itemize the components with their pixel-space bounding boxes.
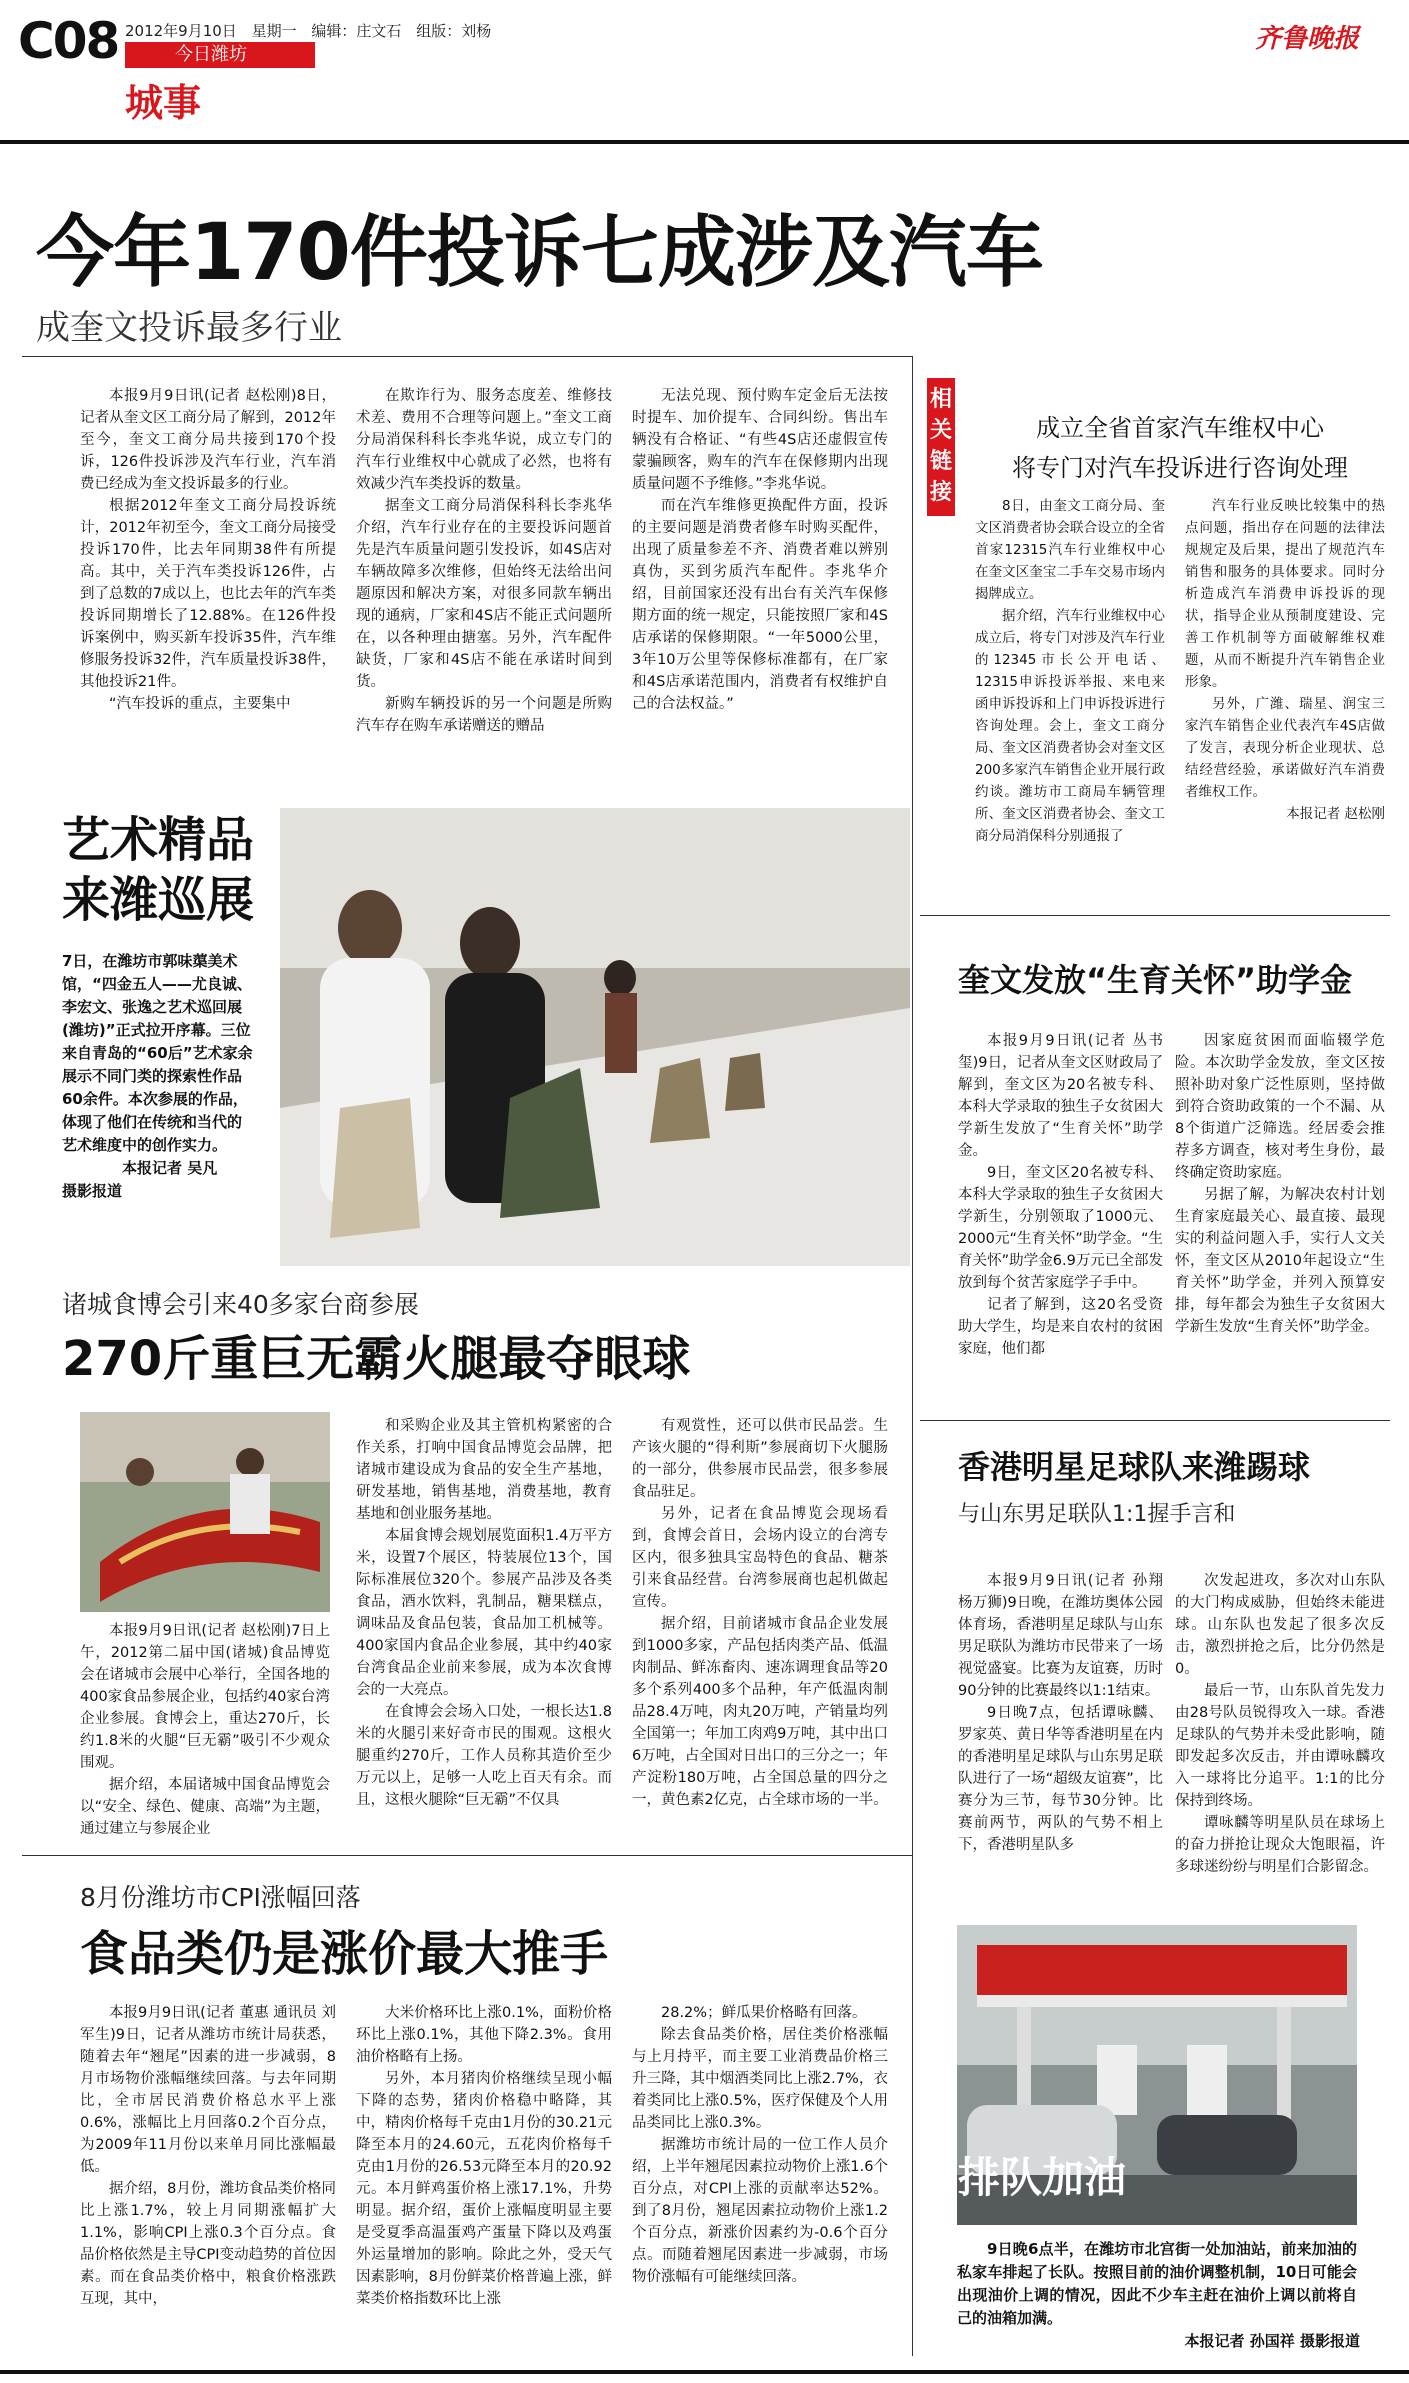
paragraph: 据介绍，目前诸城市食品企业发展到1000多家，产品包括肉类产品、低温肉制品、鲜冻畜肉、速冻调理食品等20多个系列400多个品种，年产低温肉制品28.4万吨，肉丸20万吨，产销量均列全国第一；年加工肉鸡9万吨，其中出口6万吨，占全国对日出口的三分之一；年产淀粉180万吨，占全国总量的四分之一，黄色素2亿克，占全球市场的一半。 (632, 1616, 888, 1808)
photo-credit: 本报记者 孙国祥 摄影报道 (1184, 2332, 1360, 2350)
header-rule (0, 140, 1409, 144)
paragraph: 另外，本月猪肉价格继续呈现小幅下降的态势，猪肉价格稳中略降，其中，精肉价格每千克由1月份的30.21元降至本月的24.60元，五花肉价格每千克由1月份的26.53元降至本月的20.92元。本月鲜鸡蛋价格上涨17.1%，升势明显。据介绍，蛋价上涨幅度明显主要是受夏季高温蛋鸡产蛋量下降以及鸡蛋外运量增加的影响。除此之外，受天气因素影响，8月份鲜菜价格普遍上涨，鲜菜类价格指数环比上涨 (356, 2071, 612, 2307)
layout-editor: 组版：刘杨 (416, 22, 492, 40)
page-number: C08 (18, 12, 119, 70)
ham-col-2 (356, 1415, 612, 1811)
lead-col-2 (356, 385, 612, 737)
sidebar-col-2 (1185, 495, 1385, 825)
cpi-col-2 (356, 2002, 612, 2310)
lead-col-3 (632, 385, 888, 715)
sidebar-rule (920, 915, 1390, 916)
paragraph: 在食博会会场入口处，一根长达1.8米的火腿引来好奇市民的围观。这根火腿重约270斤，工作人员称其造价至少万元以上，足够一人吃上百天有余。而且，这根火腿除“巨无霸”不仅具 (356, 1704, 612, 1808)
sidebar-col-1 (975, 495, 1165, 847)
sidebar-rule (920, 1420, 1390, 1421)
paragraph: 在欺诈行为、服务态度差、维修技术差、费用不合理等问题上。”奎文工商分局消保科科长李兆华说，成立专门的汽车行业维权中心就成了必然，也将有效减少汽车类投诉的数量。 (356, 388, 612, 492)
queue-headline: 排队加油 (958, 2153, 1127, 2202)
sidebar-headline: 成立全省首家汽车维权中心 (1036, 414, 1324, 442)
paragraph: 本报9月9日讯(记者 董惠 通讯员 刘军生)9日，记者从潍坊市统计局获悉，随着去年“翘尾”因素的进一步减弱，8月市场物价涨幅继续回落。与去年同期比，全市居民消费价格总水平上涨0.6%，涨幅比上月回落0.2个百分点，为2009年11月份以来单月同比涨幅最低。 (80, 2005, 336, 2175)
related-links-tag: 相关链接 (927, 378, 955, 516)
paragraph: 本报9月9日讯(记者 赵松刚)8日，记者从奎文区工商分局了解到，2012年至今，奎文工商分局共接到170个投诉，126件投诉涉及汽车行业，汽车消费已经成为奎文投诉最多的行业。 (80, 388, 336, 492)
football-headline: 香港明星足球队来潍踢球 (958, 1448, 1311, 1486)
ham-kicker: 诸城食博会引来40多家台商参展 (62, 1290, 419, 1319)
paragraph: 除去食品类价格，居住类价格涨幅与上月持平，而主要工业消费品价格三升三降，其中烟酒类同比上涨2.7%，衣着类同比上涨0.5%，医疗保健及个人用品类同比上涨0.3%。 (632, 2027, 888, 2131)
cpi-headline: 食品类仍是涨价最大推手 (80, 1926, 609, 1982)
paragraph: 有观赏性，还可以供市民品尝。生产该火腿的“得利斯”参展商切下火腿肠的一部分，供参展市民品尝，很多参展食品驻足。 (632, 1418, 888, 1500)
paragraph: 因家庭贫困而面临辍学危险。本次助学金发放，奎文区按照补助对象广泛性原则，坚持做到符合资助政策的一个不漏、从8个街道广泛筛选。经居委会推荐多方调查，核对考生身份，最终确定资助家庭。 (1175, 1033, 1385, 1181)
section-rule (22, 1855, 912, 1856)
aid-headline: 奎文发放“生育关怀”助学金 (958, 961, 1353, 999)
byline: 本报记者 赵松刚 (1286, 806, 1385, 822)
paragraph: 而在汽车维修更换配件方面，投诉的主要问题是消费者修车时购买配件，出现了质量参差不齐、消费者难以辨别真伪，买到劣质汽车配件。李兆华介绍，目前国家还没有出台有关汽车保修期方面的统一规定，只能按照厂家和4S店承诺的保修期限。“一年5000公里，3年10万公里等保修标准都有，在厂家和4S店承诺范围内，消费者有权维护自己的合法权益。” (632, 498, 888, 712)
issue-date: 2012年9月10日 (125, 22, 237, 40)
paragraph: 和采购企业及其主管机构紧密的合作关系，打响中国食品博览会品牌，把诸城市建设成为食品的安全生产基地，研发基地，销售基地，消费基地，教育基地和创业服务基地。 (356, 1418, 612, 1522)
lead-rule (22, 356, 912, 357)
ham-photo (80, 1412, 330, 1612)
column-divider (912, 356, 913, 2356)
paragraph: 记者了解到，这20名受资助大学生，均是来自农村的贫困家庭，他们都 (958, 1297, 1163, 1357)
caption-text: 7日，在潍坊市郭味蕖美术馆，“四金五人——尤良诚、李宏文、张逸之艺术巡回展(潍坊)”正式拉开序幕。三位来自青岛的“60后”艺术家余展示不同门类的探索性作品60余件。本次参展的作品，体现了他们在传统和当代的艺术维度中的创作实力。 (62, 952, 253, 1154)
aid-col-2 (1175, 1030, 1385, 1338)
paragraph: 本届食博会规划展览面积1.4万平方米，设置7个展区，特装展位13个，国际标准展位320个。参展产品涉及各类食品，酒水饮料，乳制品，糖果糕点，调味品及食品包装，食品加工机械等。400家国内食品企业参展，其中约40家台湾食品企业前来参展，成为本次食博会的一大亮点。 (356, 1528, 612, 1698)
cpi-kicker: 8月份潍坊市CPI涨幅回落 (80, 1883, 361, 1912)
paragraph: 28.2%；鲜瓜果价格略有回落。 (661, 2005, 867, 2021)
lead-subheadline: 成奎文投诉最多行业 (36, 308, 342, 348)
section-tag: 今日潍坊 (125, 42, 315, 68)
paragraph: 次发起进攻，多次对山东队的大门构成威胁，但始终未能进球。山东队也发起了很多次反击，激烈拼抢之后，比分仍然是0。 (1175, 1573, 1385, 1677)
ham-col-3 (632, 1415, 888, 1811)
footer-rule (0, 2370, 1409, 2374)
paragraph: 本报9月9日讯(记者 丛书玺)9日，记者从奎文区财政局了解到，奎文区为20名被专科、本科大学录取的独生子女贫困大学新生发放了“生育关怀”助学金。 (958, 1033, 1163, 1159)
queue-caption: 9日晚6点半，在潍坊市北宫街一处加油站，前来加油的私家车排起了长队。按照目前的油价调整机制，10日可能会出现油价上调的情况，因此不少车主赶在油价上调以前将自己的油箱加满。 (957, 2240, 1357, 2327)
paragraph: 另外，广潍、瑞星、润宝三家汽车销售企业代表汽车4S店做了发言，表现分析企业现状、总结经营经验，承诺做好汽车消费者维权工作。 (1185, 696, 1385, 800)
paragraph: 8日，由奎文工商分局、奎文区消费者协会联合设立的全省首家12315汽车行业维权中心在奎文区奎宝二手车交易市场内揭牌成立。 (975, 498, 1165, 602)
newspaper-logo: 齐鲁晚报 (1255, 24, 1360, 54)
paragraph: 新购车辆投诉的另一个问题是所购汽车存在购车承诺赠送的赠品 (356, 696, 612, 734)
weekday: 星期一 (251, 22, 297, 40)
paragraph: 另据了解，为解决农村计划生育家庭最关心、最直接、最现实的利益问题入手，实行人文关怀，奎文区从2010年起设立“生育关怀”助学金，并列入预算安排，每年都会为独生子女贫困大学新生发放“生育关怀”助学金。 (1175, 1187, 1385, 1335)
sidebar-subheadline: 将专门对汽车投诉进行咨询处理 (1012, 454, 1348, 482)
football-col-1 (958, 1570, 1163, 1856)
paragraph: 大米价格环比上涨0.1%，面粉价格环比上涨0.1%，其他下降2.3%。食用油价格略有上扬。 (356, 2005, 612, 2065)
ham-col-1 (80, 1620, 330, 1840)
paragraph: “汽车投诉的重点，主要集中 (109, 696, 291, 712)
football-col-2 (1175, 1570, 1385, 1878)
art-exhibit-photo (280, 808, 910, 1266)
aid-col-1 (958, 1030, 1163, 1360)
paragraph: 据介绍，汽车行业维权中心成立后，将专门对涉及汽车行业的12345市长公开电话、12315申诉投诉举报、来电来函申诉投诉和上门申诉投诉进行咨询处理。会上，奎文工商分局、奎文区消费者协会对奎文区200多家汽车销售企业开展行政约谈。潍坊市工商局车辆管理所、奎文区消费者协会、奎文工商分局消保科分别通报了 (975, 608, 1165, 844)
paragraph: 9日晚7点，包括谭咏麟、罗家英、黄日华等香港明星在内的香港明星足球队与山东男足联队进行了一场“超级友谊赛”，比赛分为三节，每节30分钟。比赛前两节，两队的气势不相上下，香港明星队多 (958, 1705, 1163, 1853)
paragraph: 根据2012年奎文工商分局投诉统计，2012年初至今，奎文工商分局接受投诉170件，比去年同期38件有所提高。其中，关于汽车类投诉126件，占到了总数的7成以上，也比去年的汽车类投诉同期增长了12.88%。在126件投诉案例中，购买新车投诉35件，汽车维修服务投诉32件，汽车质量投诉38件，其他投诉21件。 (80, 498, 336, 690)
paragraph: 本报9月9日讯(记者 赵松刚)7日上午，2012第二届中国(诸城)食品博览会在诸城市会展中心举行，全国各地的400家食品参展企业，包括约40家台湾企业参展。食博会上，重达270斤，长约1.8米的火腿“巨无霸”吸引不少观众围观。 (80, 1623, 330, 1771)
photo-credit: 摄影报道 (62, 1182, 123, 1200)
paragraph: 无法兑现、预付购车定金后无法按时提车、加价提车、合同纠纷。售出车辆没有合格证、“有些4S店还虚假宣传蒙骗顾客，购车的汽车在保修期内出现质量问题不予维修。”李兆华说。 (632, 388, 888, 492)
byline: 本报记者 吴凡 (122, 1159, 218, 1177)
paragraph: 谭咏麟等明星队员在球场上的奋力拼抢让现众大饱眼福，许多球迷纷纷与明星们合影留念。 (1175, 1815, 1385, 1875)
cpi-col-3 (632, 2002, 888, 2288)
paragraph: 9日，奎文区20名被专科、本科大学录取的独生子女贫困大学新生，分别领取了1000元、2000元“生育关怀”助学金。“生育关怀”助学金6.9万元已全部发放到每个贫苦家庭学子手中。 (958, 1165, 1163, 1291)
section-name: 城事 (125, 81, 202, 125)
paragraph: 据奎文工商分局消保科科长李兆华介绍，汽车行业存在的主要投诉问题首先是汽车质量问题引发投诉，如4S店对车辆故障多次维修，但始终无法给出问题原因和解决方案，对很多同款车辆出现的通病，厂家和4S店不能正式问题所在，以各种理由搪塞。另外，汽车配件缺货，厂家和4S店不能在承诺时间到货。 (356, 498, 612, 690)
editor: 编辑：庄文石 (311, 22, 402, 40)
paragraph: 据潍坊市统计局的一位工作人员介绍，上半年翘尾因素拉动物价上涨1.6个百分点，对CPI上涨的贡献率达52%。到了8月份，翘尾因素拉动物价上涨1.2个百分点，新涨价因素约为-0.6个百分点。而随着翘尾因素进一步减弱，市场物价涨幅有可能继续回落。 (632, 2137, 888, 2285)
header-meta (125, 20, 501, 41)
paragraph: 本报9月9日讯(记者 孙翔 杨万狮)9日晚，在潍坊奥体公园体育场，香港明星足球队与山东男足联队为潍坊市民带来了一场视觉盛宴。比赛为友谊赛，历时90分钟的比赛最终以1:1结束。 (958, 1573, 1163, 1699)
paragraph: 最后一节，山东队首先发力由28号队员锐得攻入一球。香港足球队的气势并未受此影响，随即发起多次反击，并由谭咏麟攻入一球将比分追平。1:1的比分保持到终场。 (1175, 1683, 1385, 1809)
lead-col-1 (80, 385, 336, 715)
football-subheadline: 与山东男足联队1:1握手言和 (958, 1502, 1236, 1527)
paragraph: 据介绍，本届诸城中国食品博览会以“安全、绿色、健康、高端”为主题，通过建立与参展企业 (80, 1777, 330, 1837)
lead-headline: 今年170件投诉七成涉及汽车 (36, 208, 1043, 298)
art-caption (62, 950, 254, 1203)
paragraph: 汽车行业反映比较集中的热点问题，指出存在问题的法律法规规定及后果，提出了规范汽车销售和服务的具体要求。同时分析造成汽车消费申诉投诉的现状，指导企业从预制度建设、完善工作机制等方面破解维权难题，从而不断提升汽车销售企业形象。 (1185, 498, 1385, 690)
paragraph: 另外，记者在食品博览会现场看到，食博会首日，会场内设立的台湾专区内，很多独具宝岛特色的食品、糖茶引来食品经营。台湾参展商也起机做起宣传。 (632, 1506, 888, 1610)
ham-headline: 270斤重巨无霸火腿最夺眼球 (62, 1331, 691, 1387)
paragraph: 据介绍，8月份，潍坊食品类价格同比上涨1.7%，较上月同期涨幅扩大1.1%，影响CPI上涨0.3个百分点。食品价格依然是主导CPI变动趋势的首位因素。而在食品类价格中，粮食价格涨跌互现，其中， (80, 2181, 336, 2307)
art-headline: 艺术精品来潍巡展 (62, 812, 255, 928)
cpi-col-1 (80, 2002, 336, 2310)
